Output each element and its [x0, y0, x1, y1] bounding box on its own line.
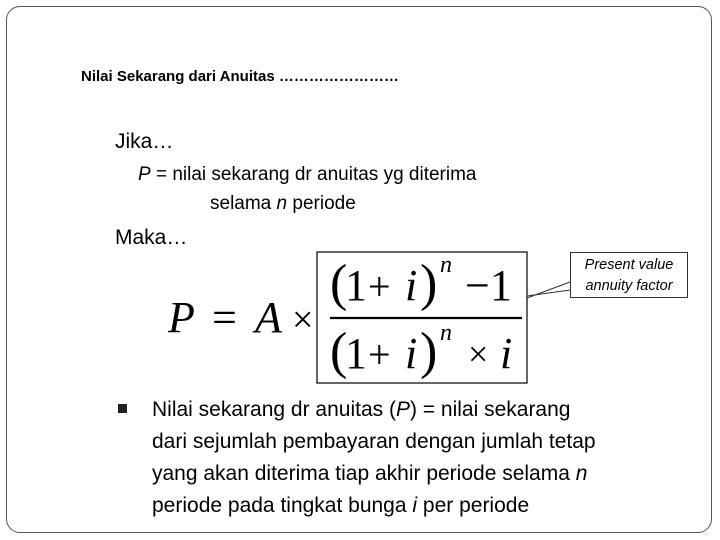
note-line4-var: i	[412, 494, 418, 517]
definition-variable: P	[138, 164, 151, 185]
denominator-exponent: n	[440, 320, 452, 346]
numerator-one: 1	[345, 261, 367, 310]
callout-connector-2	[527, 290, 570, 296]
definition-line2-after: periode	[287, 193, 356, 214]
denominator-i-factor: i	[500, 329, 513, 378]
numerator-exponent: n	[440, 252, 452, 278]
definition-line2-var: n	[276, 193, 288, 214]
note-line4-b: per periode	[417, 494, 530, 517]
definition-text: = nilai sekarang dr anuitas yg diterima	[150, 164, 477, 185]
note-line1-var: P	[395, 398, 410, 421]
numerator-plus: +	[368, 264, 391, 309]
maka-label: Maka…	[115, 226, 188, 249]
callout-line-2: annuity factor	[585, 278, 673, 294]
note-line-3	[152, 458, 712, 490]
denominator-i: i	[405, 329, 418, 378]
formula-a: A	[255, 293, 282, 342]
definition-line2-before: selama	[210, 193, 277, 214]
note-line1-b: ) = nilai sekarang	[409, 398, 571, 421]
numerator-open-paren: (	[330, 255, 348, 312]
denominator-close-paren: )	[420, 323, 438, 380]
formula-lhs: P	[168, 293, 195, 342]
numerator-minus-one: −1	[465, 261, 512, 310]
numerator-close-paren: )	[420, 255, 438, 312]
note-paragraph	[152, 394, 712, 522]
numerator-i: i	[405, 261, 418, 310]
note-line4-a: periode pada tingkat bunga	[152, 494, 413, 517]
note-line-4	[152, 490, 712, 522]
note-line3-var: n	[575, 462, 588, 485]
formula-times: ×	[292, 299, 314, 341]
slide-title: Nilai Sekarang dari Anuitas ……………………	[81, 68, 399, 85]
callout-line-1: Present value	[584, 257, 674, 273]
note-line1-a: Nilai sekarang dr anuitas (	[152, 398, 396, 421]
square-bullet-icon	[118, 404, 127, 413]
denominator-times: ×	[468, 334, 489, 374]
denominator-open-paren: (	[330, 323, 348, 380]
note-line-1	[152, 394, 712, 426]
note-line-2: dari sejumlah pembayaran dengan jumlah tetap	[152, 430, 596, 453]
callout-box	[570, 252, 688, 298]
denominator-plus: +	[368, 332, 391, 377]
note-line3-a: yang akan diterima tiap akhir periode selama	[152, 462, 576, 485]
denominator-one: 1	[345, 329, 367, 378]
jika-label: Jika…	[115, 130, 174, 153]
formula-equals: =	[212, 293, 237, 342]
